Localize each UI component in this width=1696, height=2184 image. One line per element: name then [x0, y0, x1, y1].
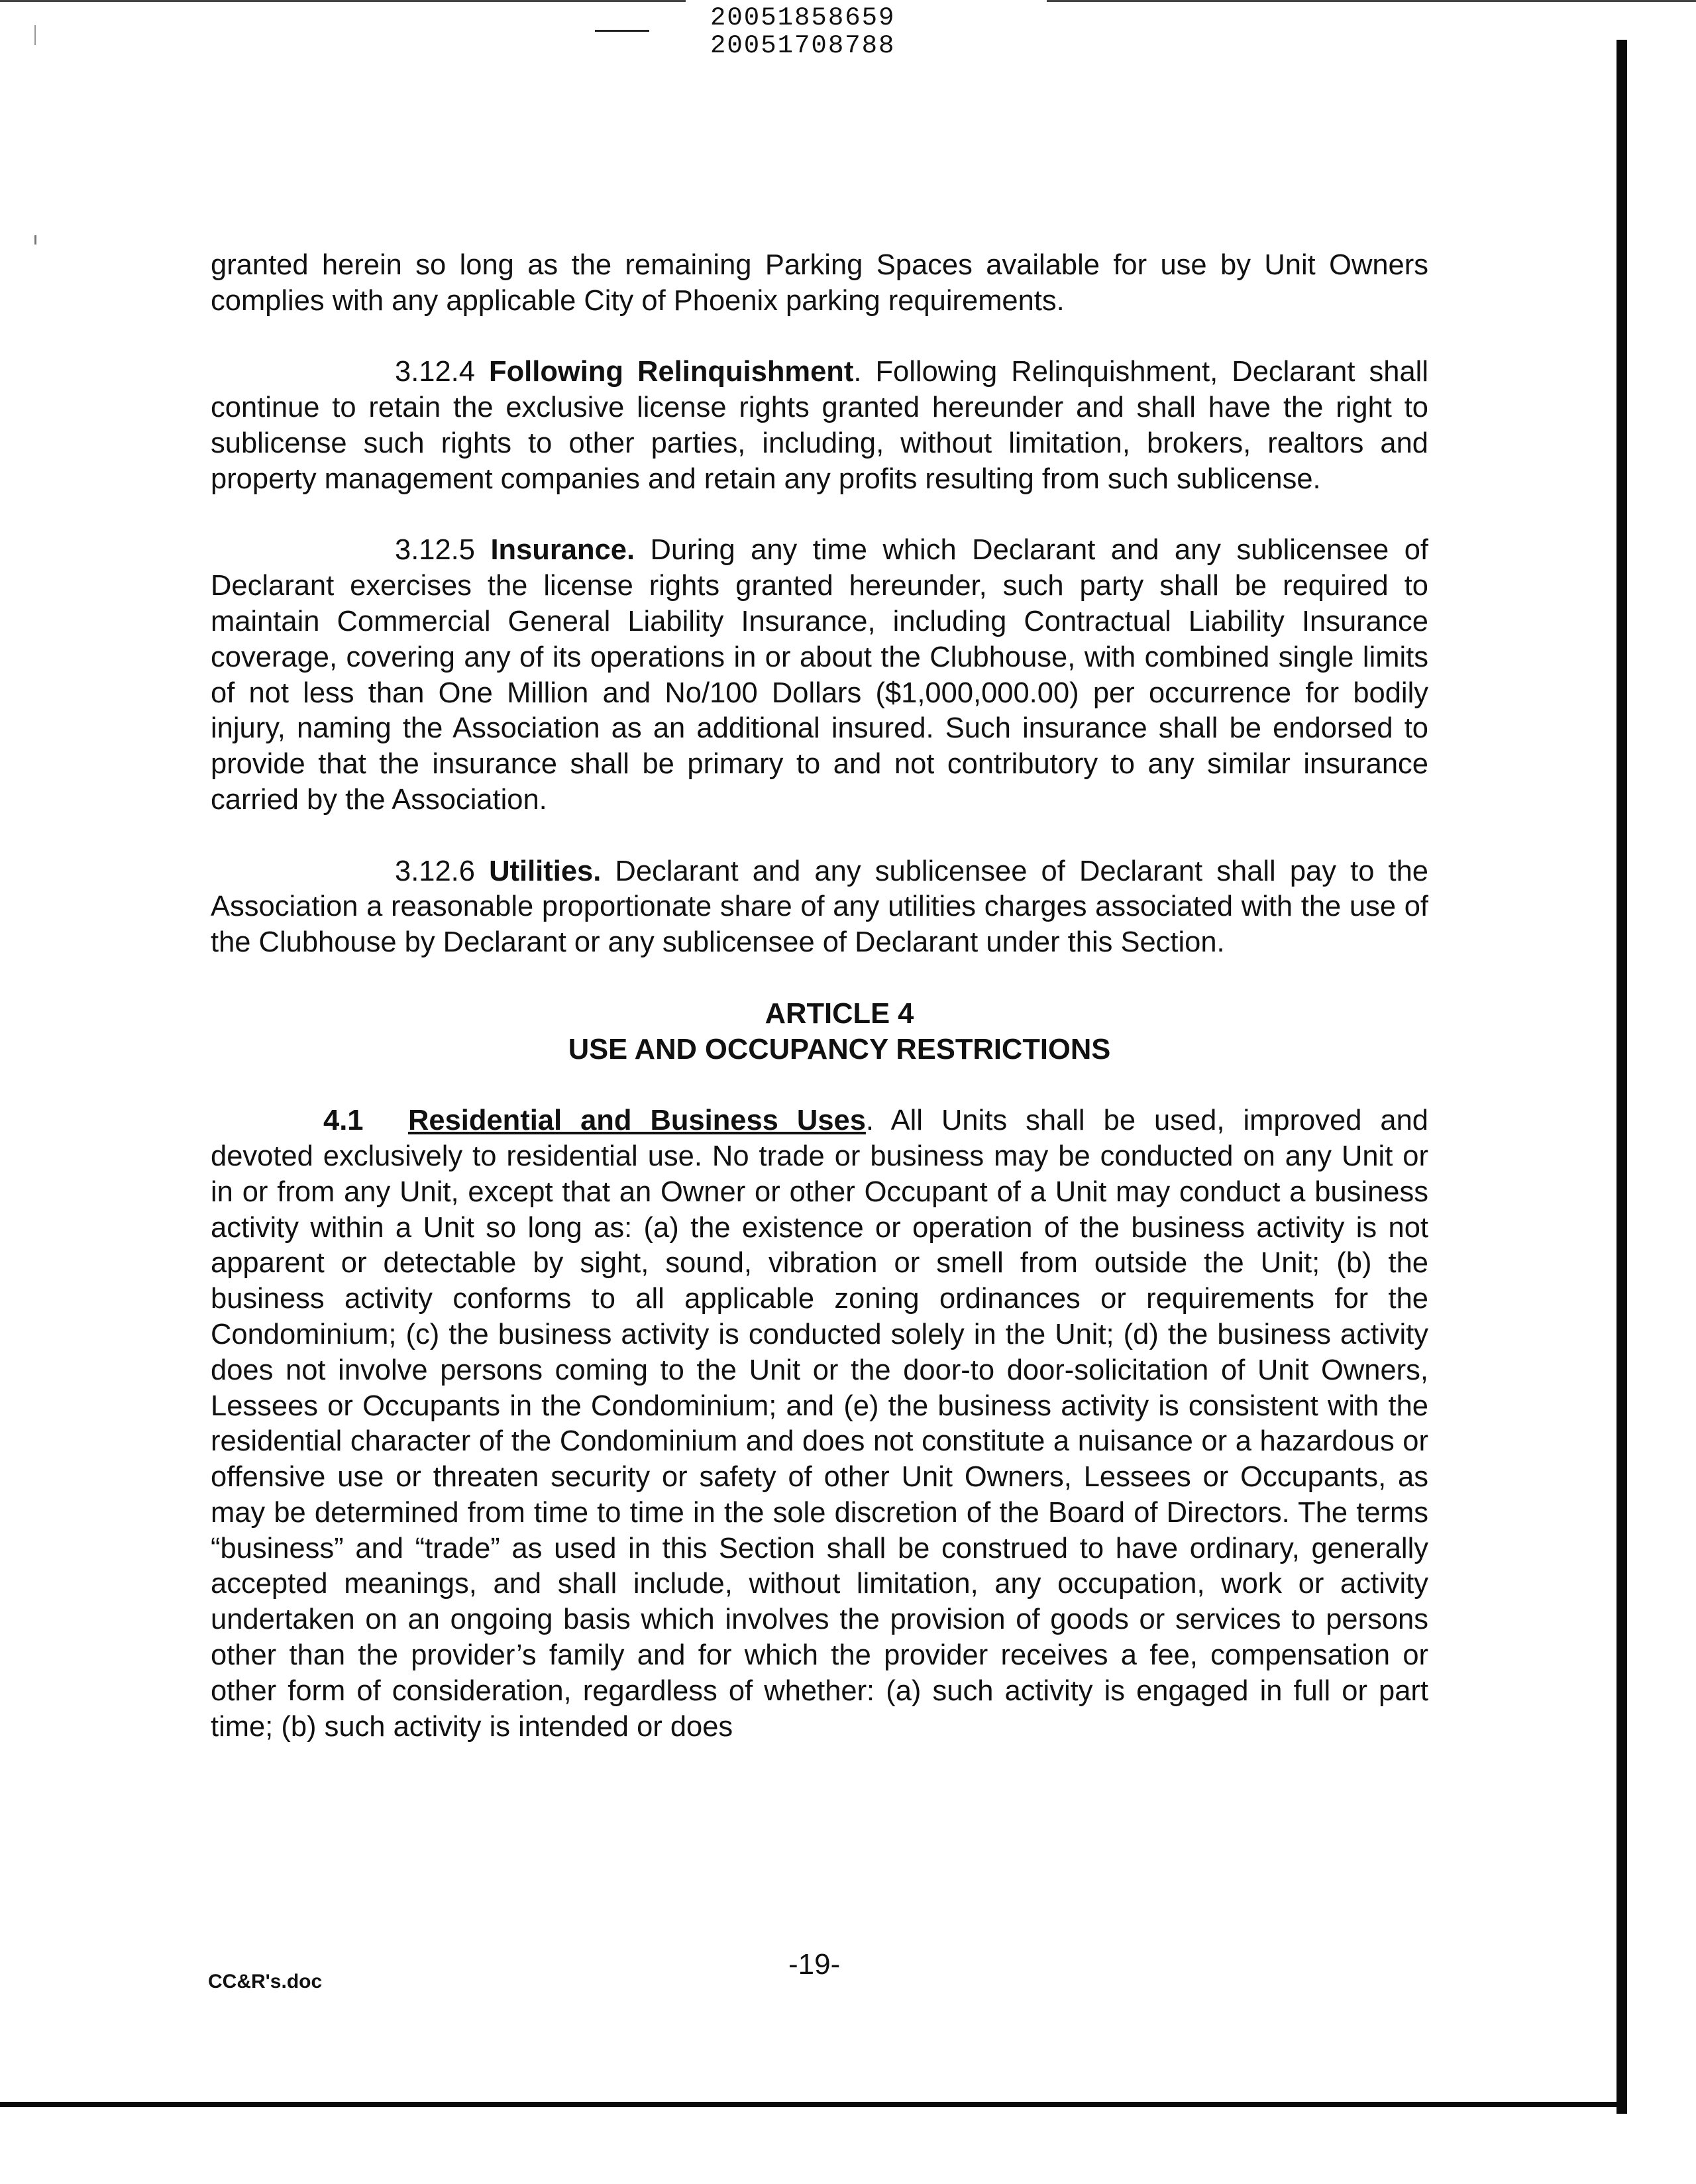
- recording-numbers: [710, 4, 895, 60]
- paragraph-3-12-5: [211, 533, 1428, 818]
- section-heading: Utilities.: [489, 855, 602, 887]
- scan-border-top-left: [0, 0, 686, 2]
- scan-border-top-right: [1047, 0, 1696, 2]
- scan-margin-mark: [34, 235, 36, 245]
- section-heading: Insurance.: [490, 534, 635, 567]
- article-number: ARTICLE 4: [765, 997, 914, 1030]
- section-heading: Following Relinquishment: [489, 356, 854, 388]
- recording-number-1: 20051858659: [710, 3, 896, 32]
- paragraph-text: . Following Relinquishment, Declarant shall continue to retain the exclusive license rights granted hereunder and shall have the right to sublicense such rights to other parties, including, without limitation, brokers, realtors and property management companies and retain any profits resulting from such sublicense.: [211, 356, 1428, 495]
- section-number: 3.12.6: [395, 855, 475, 887]
- paragraph-continuation: [211, 248, 1428, 319]
- scan-dash-mark: [595, 30, 649, 32]
- paragraph-3-12-6: [211, 854, 1428, 961]
- article-title: USE AND OCCUPANCY RESTRICTIONS: [568, 1033, 1111, 1065]
- footer-filename: CC&R's.doc: [208, 1971, 323, 1993]
- section-number: 4.1: [323, 1105, 364, 1137]
- page-number: -19-: [788, 1948, 841, 1981]
- section-number: 3.12.5: [395, 534, 475, 567]
- paragraph-3-12-4: [211, 355, 1428, 497]
- paragraph-text: Declarant and any sublicensee of Declarant shall pay to the Association a reasonable proportionate share of any utilities charges associated with the use of the Clubhouse by Declarant or any sublicensee of Declarant under this Section.: [211, 855, 1428, 959]
- recording-number-2: 20051708788: [710, 31, 896, 60]
- article-heading: [211, 997, 1428, 1068]
- section-number: 3.12.4: [395, 356, 475, 388]
- paragraph-text: . All Units shall be used, improved and devoted exclusively to residential use. No trade or business may be conducted on any Unit or in or from any Unit, except that an Owner or other Occupant of a Unit may conduct a business activity within a Unit so long as: (a) the existence or operation of the business activity is not apparent or detectable by sight, sound, vibration or smell from outside the Unit; (b) the business activity conforms to all applicable zoning ordinances or requirements for the Condominium; (c) the business activity is conducted solely in the Unit; (d) the business activity does not involve persons coming to the Unit or the door-to door-solicitation of Unit Owners, Lessees or Occupants in the Condominium; and (e) the business activity is consistent with the residential character of the Condominium and does not constitute a nuisance or a hazardous or offensive use or threaten security or safety of other Unit Owners, Lessees or Occupants, as may be determined from time to time in the sole discretion of the Board of Directors. The terms “business” and “trade” as used in this Section shall be construed to have ordinary, generally accepted meanings, and shall include, without limitation, any occupation, work or activity undertaken on an ongoing basis which involves the provision of goods or services to persons other than the provider’s family and for which the provider receives a fee, compensation or other form of consideration, regardless of whether: (a) such activity is engaged in full or part time; (b) such activity is intended or does: [211, 1105, 1428, 1743]
- paragraph-text: During any time which Declarant and any sublicensee of Declarant exercises the license rights granted hereunder, such party shall be required to maintain Commercial General Liability Insurance, including Contractual Liability Insurance coverage, covering any of its operations in or about the Clubhouse, with combined single limits of not less than One Million and No/100 Dollars ($1,000,000.00) per occurrence for bodily injury, naming the Association as an additional insured. Such insurance shall be endorsed to provide that the insurance shall be primary to and not contributory to any similar insurance carried by the Association.: [211, 534, 1428, 816]
- scan-border-bottom: [0, 2102, 1627, 2107]
- scan-margin-mark-top: [34, 25, 36, 45]
- scan-border-right: [1616, 40, 1627, 2114]
- document-body: [211, 248, 1428, 1745]
- section-heading: Residential and Business Uses: [408, 1105, 866, 1137]
- paragraph-4-1: [211, 1103, 1428, 1745]
- paragraph-text: granted herein so long as the remaining Parking Spaces available for use by Unit Owners complies with any applicable City of Phoenix parking requirements.: [211, 249, 1428, 317]
